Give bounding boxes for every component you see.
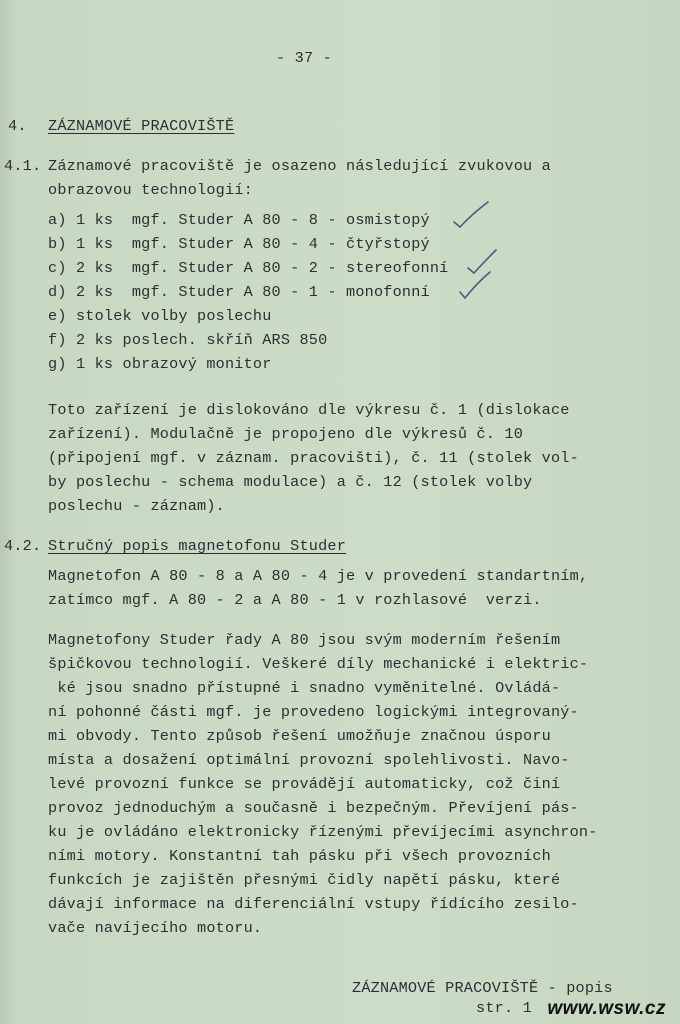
heading-number: 4. xyxy=(8,117,27,135)
footer-title: ZÁZNAMOVÉ PRACOVIŠTĚ - popis xyxy=(352,979,613,997)
section-1-paragraph-line: Toto zařízení je dislokováno dle výkresu č. 1 (dislokace xyxy=(48,401,570,419)
section-1-paragraph-line: poslechu - záznam). xyxy=(48,497,225,515)
checkmark-icon xyxy=(452,200,492,230)
section-2-paragraph-line: vače navíjecího motoru. xyxy=(48,919,263,937)
heading-title: ZÁZNAMOVÉ PRACOVIŠTĚ xyxy=(48,117,235,135)
equipment-item: b) 1 ks mgf. Studer A 80 - 4 - čtyřstopý xyxy=(48,235,430,253)
section-2-paragraph-line: ké jsou snadno přístupné i snadno vyměnitelné. Ovládá- xyxy=(48,679,561,697)
section-1-paragraph-line: by poslechu - schema modulace) a č. 12 (stolek volby xyxy=(48,473,533,491)
equipment-item: f) 2 ks poslech. skříň ARS 850 xyxy=(48,331,328,349)
section-2-paragraph-line: Magnetofony Studer řady A 80 jsou svým moderním řešením xyxy=(48,631,561,649)
section-2-paragraph-line: zatímco mgf. A 80 - 2 a A 80 - 1 v rozhlasové verzi. xyxy=(48,591,542,609)
section-2-paragraph-line: ními motory. Konstantní tah pásku při všech provozních xyxy=(48,847,551,865)
section-1-paragraph-line: (připojení mgf. v záznam. pracovišti), č. 11 (stolek vol- xyxy=(48,449,579,467)
section-1-intro-line: obrazovou technologií: xyxy=(48,181,253,199)
watermark: www.wsw.cz xyxy=(547,998,666,1019)
equipment-item: g) 1 ks obrazový monitor xyxy=(48,355,272,373)
section-2-paragraph-line: ní pohonné části mgf. je provedeno logickými integrovaný- xyxy=(48,703,579,721)
section-2-number: 4.2. xyxy=(4,537,42,555)
section-1-number: 4.1. xyxy=(4,157,42,175)
equipment-item: d) 2 ks mgf. Studer A 80 - 1 - monofonní xyxy=(48,283,430,301)
section-2-paragraph-line: funkcích je zajištěn přesnými čidly napětí pásku, které xyxy=(48,871,561,889)
section-2-paragraph-line: levé provozní funkce se provádějí automaticky, což činí xyxy=(48,775,561,793)
checkmark-icon xyxy=(458,270,494,302)
section-2-paragraph-line: místa a dosažení optimální provozní spolehlivosti. Navo- xyxy=(48,751,570,769)
section-2-paragraph-line: mi obvody. Tento způsob řešení umožňuje značnou úsporu xyxy=(48,727,551,745)
page-number: - 37 - xyxy=(276,49,332,67)
section-2-paragraph-line: provoz jednoduchým a současně i bezpečným. Převíjení pás- xyxy=(48,799,579,817)
footer-page: str. 1 xyxy=(476,999,532,1017)
equipment-item: c) 2 ks mgf. Studer A 80 - 2 - stereofonní xyxy=(48,259,449,277)
section-2-paragraph-line: dávají informace na diferenciální vstupy řídícího zesilo- xyxy=(48,895,579,913)
section-2-paragraph-line: špičkovou technologií. Veškeré díly mechanické i elektric- xyxy=(48,655,589,673)
section-2-title: Stručný popis magnetofonu Studer xyxy=(48,537,347,555)
section-1-intro-line: Záznamové pracoviště je osazeno následující zvukovou a xyxy=(48,157,551,175)
section-2-paragraph-line: ku je ovládáno elektronicky řízenými převíjecími asynchron- xyxy=(48,823,598,841)
section-1-paragraph-line: zařízení). Modulačně je propojeno dle výkresů č. 10 xyxy=(48,425,524,443)
equipment-item: e) stolek volby poslechu xyxy=(48,307,272,325)
equipment-item: a) 1 ks mgf. Studer A 80 - 8 - osmistopý xyxy=(48,211,430,229)
section-2-paragraph-line: Magnetofon A 80 - 8 a A 80 - 4 je v provedení standartním, xyxy=(48,567,589,585)
